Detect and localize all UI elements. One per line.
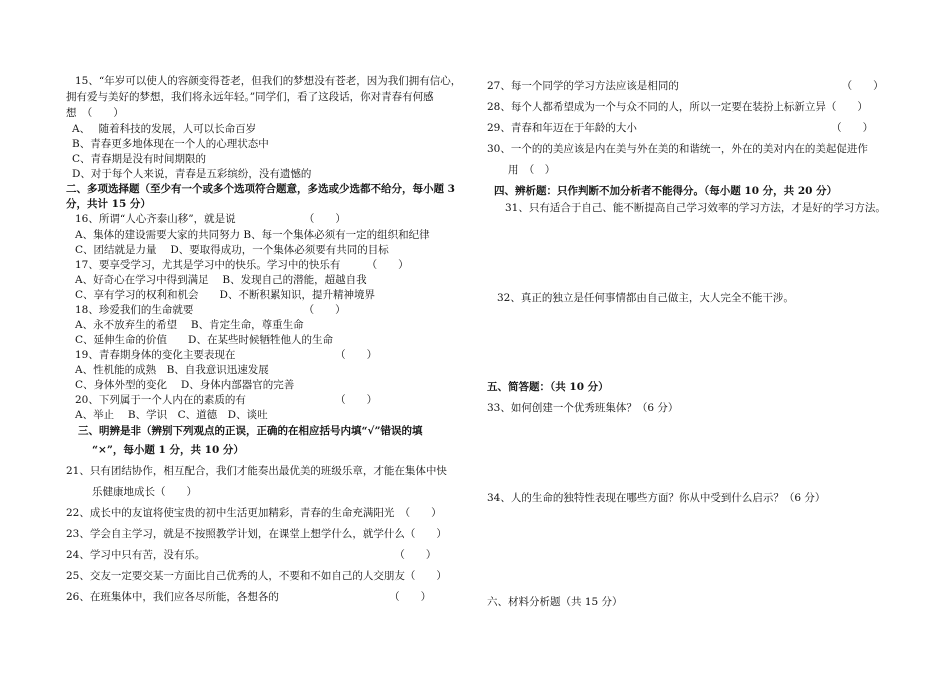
left-line: 24、学习中只有苦，没有乐。 （ ） [66, 549, 437, 561]
right-line: 34、人的生命的独特性表现在哪些方面？你从中受到什么启示？（6 分） [487, 492, 826, 504]
right-line: 29、青春和年迈在于年龄的大小 （ ） [487, 122, 874, 134]
right-line: 32、真正的独立是任何事情都由自己做主，大人完全不能干涉。 [497, 292, 794, 304]
left-line: C、身体外型的变化 D、身体内部器官的完善 [75, 379, 295, 391]
left-line: 19、青春期身体的变化主要表现在 （ ） [75, 349, 378, 361]
left-line: A、性机能的成熟 B、自我意识迅速发展 [75, 364, 269, 376]
right-line: 27、每一个同学的学习方法应该是相同的 （ ） [487, 80, 884, 92]
left-line: A、 随着科技的发展，人可以长命百岁 [72, 123, 257, 135]
right-line: 31、只有适合于自己、能不断提高自己学习效率的学习方法，才是好的学习方法。 [505, 202, 886, 214]
right-line: 五、简答题：（共 10 分） [487, 381, 609, 393]
right-line: 六、材料分析题（共 15 分） [487, 596, 623, 608]
left-line: 乐健康地成长（ ） [92, 486, 197, 498]
left-line: C、延伸生命的价值 D、在某些时候牺牲他人的生命 [75, 334, 333, 346]
left-line: A、好奇心在学习中得到满足 B、发现自己的潜能，超越自我 [75, 274, 367, 286]
left-line: B、青春更多地体现在一个人的心理状态中 [72, 138, 269, 150]
left-line: 16、所谓“人心齐泰山移”，就是说 （ ） [75, 213, 346, 225]
left-line: C、团结就是力量 D、要取得成功，一个集体必须要有共同的目标 [75, 244, 389, 256]
left-line: A、永不放弃生的希望 B、肯定生命，尊重生命 [75, 319, 304, 331]
left-line: A、举止 B、学识 C、道德 D、谈吐 [75, 409, 268, 421]
left-line: 三、明辨是非（辨别下列观点的正误，正确的在相应括号内填“√”错误的填 [78, 425, 423, 437]
left-line: 25、交友一定要交某一方面比自己优秀的人，不要和不如自己的人交朋友（ ） [66, 570, 447, 582]
right-line: 用 （ ） [508, 164, 556, 176]
left-line: “×”，每小题 1 分，共 10 分） [92, 444, 244, 456]
right-line: 30、一个的的美应该是内在美与外在美的和谐统一，外在的美对内在的美起促进作 [487, 143, 868, 155]
left-line: C、青春期是没有时间期限的 [72, 153, 207, 165]
left-line: 18、珍爱我们的生命就要 （ ） [75, 304, 346, 316]
left-line: 二、多项选择题（至少有一个或多个选项符合题意，多选或少选都不给分，每小题 3 [66, 183, 455, 195]
left-line: 20、下列属于一个人内在的素质的有 （ ） [75, 394, 378, 406]
left-line: 26、在班集体中，我们应各尽所能，各想各的 （ ） [66, 591, 432, 603]
left-line: 17、要享受学习，尤其是学习中的快乐。学习中的快乐有 （ ） [75, 259, 409, 271]
left-line: C、享有学习的权利和机会 D、不断积累知识，提升精神境界 [75, 289, 375, 301]
left-line: 拥有爱与美好的梦想，我们将永远年轻。”同学们，看了这段话，你对青春有何感 [66, 91, 434, 103]
left-line: 23、学会自主学习，就是不按照教学计划，在课堂上想学什么，就学什么（ ） [66, 528, 447, 540]
left-line: D、对于每个人来说，青春是五彩缤纷，没有遗憾的 [72, 168, 312, 180]
left-line: 21、只有团结协作，相互配合，我们才能奏出最优美的班级乐章，才能在集体中快 [66, 465, 447, 477]
left-line: 想 （ ） [66, 107, 124, 119]
right-line: 四、辨析题：只作判断不加分析者不能得分。（每小题 10 分，共 20 分） [494, 185, 838, 197]
right-line: 33、如何创建一个优秀班集体？（6 分） [487, 402, 679, 414]
right-line: 28、每个人都希望成为一个与众不同的人，所以一定要在装扮上标新立异（ ） [487, 101, 868, 113]
left-line: A、集体的建设需要大家的共同努力 B、每一个集体必须有一定的组织和纪律 [75, 229, 430, 241]
left-line: 分，共计 15 分） [66, 198, 151, 210]
left-line: 15、“年岁可以使人的容颜变得苍老，但我们的梦想没有苍老，因为我们拥有信心， [75, 75, 462, 87]
left-line: 22、成长中的友谊将使宝贵的初中生活更加精彩，青春的生命充满阳光 （ ） [66, 507, 442, 519]
